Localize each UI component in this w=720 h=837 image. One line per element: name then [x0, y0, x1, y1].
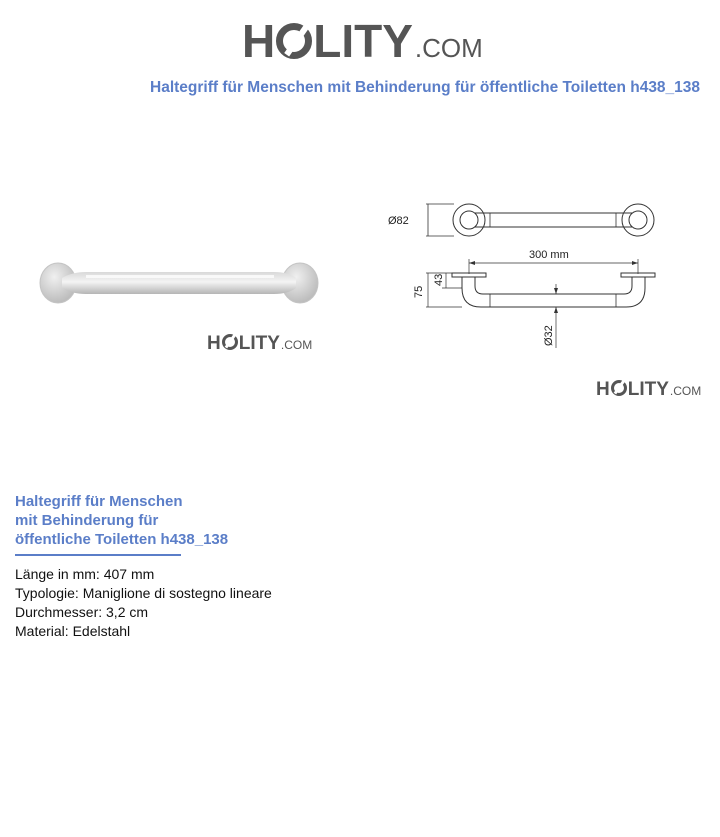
product-specs: [15, 565, 272, 641]
technical-drawing: [382, 188, 672, 358]
logo-letter-h: H: [242, 15, 276, 67]
spec-material: Material: Edelstahl: [15, 623, 131, 639]
tube-diameter-label: Ø32: [543, 325, 555, 346]
holity-logo[interactable]: [242, 14, 483, 68]
product-photo: [36, 258, 326, 308]
side-tube-outer: [462, 277, 645, 307]
depth-outer-label: 75: [413, 285, 425, 298]
side-tube-inner: [475, 277, 632, 294]
flange-diameter-label: Ø82: [388, 215, 409, 227]
spec-typology: Typologie: Maniglione di sostegno lineare: [15, 585, 272, 601]
bar-highlight: [86, 275, 274, 278]
product-title-line: mit Behinderung für: [15, 512, 159, 529]
logo-letters: LITY: [313, 15, 413, 67]
logo-o-icon: [611, 380, 627, 396]
spec-length: Länge in mm: 407 mm: [15, 566, 155, 582]
spec-diameter: Durchmesser: 3,2 cm: [15, 604, 149, 620]
drawing-watermark-logo: H LITY .COM: [596, 379, 702, 400]
right-flange-circle: [622, 204, 654, 236]
left-flange-circle: [453, 204, 485, 236]
depth-inner-label: 43: [433, 273, 445, 286]
photo-watermark-logo: H LITY .COM: [207, 333, 313, 354]
product-title-line: öffentliche Toiletten h438_138: [15, 531, 229, 548]
length-label: 300 mm: [529, 249, 569, 261]
product-title: [15, 492, 275, 549]
logo-domain: .COM: [414, 33, 483, 63]
logo-o-icon: [222, 334, 238, 350]
logo-o-icon: [276, 23, 312, 59]
title-underline: [15, 554, 181, 556]
product-title-line: Haltegriff für Menschen: [15, 493, 183, 510]
page-title: Haltegriff für Menschen mit Behinderung für öffentliche Toiletten h438_138: [150, 79, 701, 96]
